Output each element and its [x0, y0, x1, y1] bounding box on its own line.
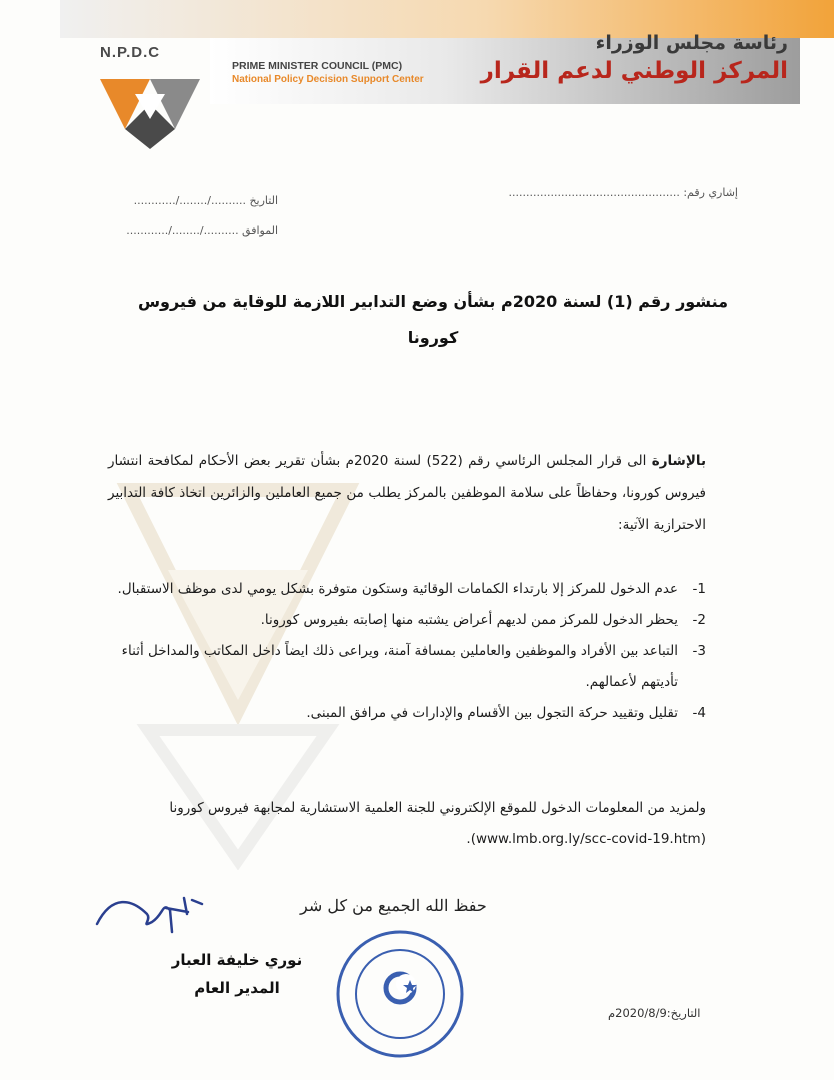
official-stamp-icon — [332, 926, 468, 1062]
signer-block — [152, 946, 322, 1002]
item-text: يحظر الدخول للمركز ممن لديهم أعراض يشتبه منها إصابته بفيروس كورونا. — [260, 612, 678, 628]
item-number: 1- — [692, 581, 706, 597]
circular-title: منشور رقم (1) لسنة 2020م بشأن وضع التدابير اللازمة للوقاية من فيروس كورونا — [137, 292, 729, 347]
issue-date: التاريخ:2020/8/9م — [608, 1006, 701, 1020]
intro-text: الى قرار المجلس الرئاسي رقم (522) لسنة 2020م بشأن تقرير بعض الأحكام لمكافحة انتشار فيروس كورونا، وحفاظاً على سلامة الموظفين بالمركز يطلب من جميع العاملين والزائرين اتخاذ كافة التدابير الاحترازية الآتية: — [108, 453, 706, 533]
list-item — [108, 636, 706, 698]
item-number: 2- — [692, 612, 706, 628]
item-number: 3- — [692, 643, 706, 659]
list-item — [108, 574, 706, 605]
signer-title: المدير العام — [194, 979, 280, 997]
closing-blessing: حفظ الله الجميع من كل شر — [300, 896, 487, 915]
council-name-ar: رئاسة مجلس الوزراء — [595, 32, 788, 54]
intro-paragraph — [108, 445, 706, 541]
council-name-en: PRIME MINISTER COUNCIL (PMC) — [232, 60, 403, 72]
center-name-ar: المركز الوطني لدعم القرار — [480, 58, 788, 84]
list-item — [108, 605, 706, 636]
signer-name: نوري خليفة العبار — [171, 951, 303, 969]
date-fields — [108, 186, 278, 246]
more-info-paragraph: ولمزيد من المعلومات الدخول للموقع الإلكتروني للجنة العلمية الاستشارية لمجابهة فيروس كورونا (www.lmb.org.ly/scc-covid-19.htm). — [169, 800, 706, 847]
measures-list — [108, 574, 706, 729]
corresponding-date-field: الموافق ........../......../............ — [126, 224, 278, 237]
item-text: التباعد بين الأفراد والموظفين والعاملين بمسافة آمنة، ويراعى ذلك ايضاً داخل المكاتب والمداخل أثناء تأديتهم لأعمالهم. — [121, 643, 678, 690]
npdc-abbreviation: N.P.D.C — [100, 44, 161, 61]
date-field: التاريخ ........../......../............ — [133, 194, 278, 207]
signature-icon — [92, 884, 212, 944]
item-text: تقليل وتقييد حركة التجول بين الأقسام والإدارات في مرافق المبنى. — [306, 705, 678, 721]
item-number: 4- — [692, 705, 706, 721]
intro-bold-word: بالإشارة — [651, 453, 707, 469]
item-text: عدم الدخول للمركز إلا بارتداء الكمامات الوقائية وستكون متوفرة بشكل يومي لدى موظف الاستقبال. — [117, 581, 678, 597]
list-item — [108, 698, 706, 729]
reference-number-field: إشاري رقم: ................................................. — [508, 186, 738, 199]
center-name-en: National Policy Decision Support Center — [232, 74, 424, 85]
